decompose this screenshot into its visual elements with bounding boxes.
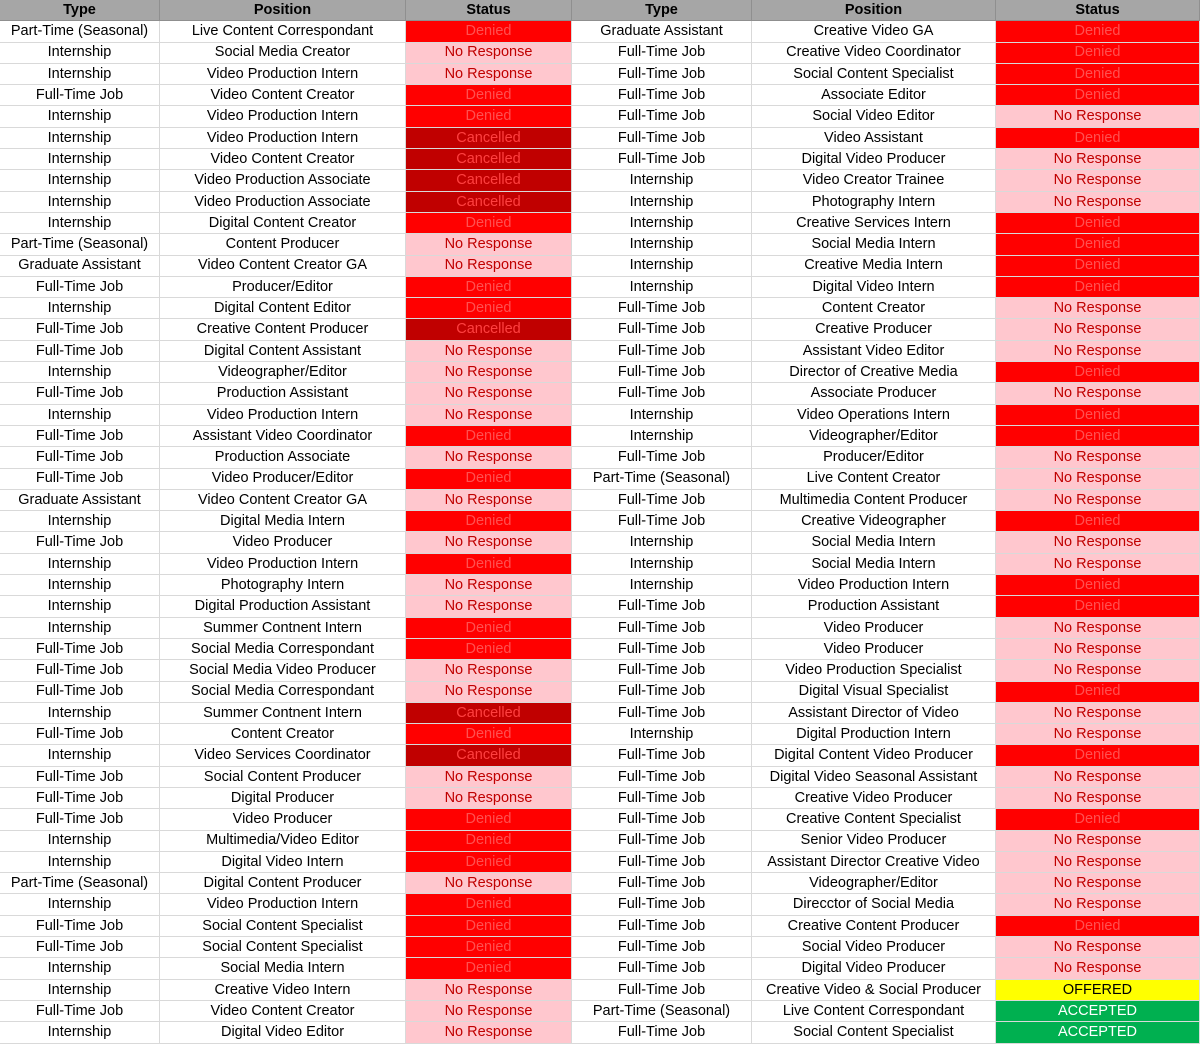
cell-status-right[interactable]: Denied: [996, 426, 1200, 447]
cell-position-right[interactable]: Assistant Video Editor: [752, 341, 996, 362]
cell-status-left[interactable]: No Response: [406, 256, 572, 277]
cell-type-left[interactable]: Internship: [0, 596, 160, 617]
cell-type-right[interactable]: Internship: [572, 213, 752, 234]
cell-status-right[interactable]: Denied: [996, 234, 1200, 255]
cell-type-right[interactable]: Full-Time Job: [572, 809, 752, 830]
cell-type-right[interactable]: Internship: [572, 575, 752, 596]
cell-status-right[interactable]: No Response: [996, 298, 1200, 319]
cell-position-left[interactable]: Video Content Creator: [160, 149, 406, 170]
cell-position-right[interactable]: Video Operations Intern: [752, 405, 996, 426]
cell-position-right[interactable]: Director of Creative Media: [752, 362, 996, 383]
cell-position-left[interactable]: Digital Video Intern: [160, 852, 406, 873]
cell-position-left[interactable]: Creative Content Producer: [160, 319, 406, 340]
cell-type-left[interactable]: Full-Time Job: [0, 85, 160, 106]
header-status-right[interactable]: Status: [996, 0, 1200, 21]
cell-position-left[interactable]: Social Media Video Producer: [160, 660, 406, 681]
cell-type-left[interactable]: Full-Time Job: [0, 426, 160, 447]
cell-position-left[interactable]: Video Producer: [160, 809, 406, 830]
cell-position-right[interactable]: Social Media Intern: [752, 532, 996, 553]
cell-type-left[interactable]: Full-Time Job: [0, 639, 160, 660]
cell-type-right[interactable]: Full-Time Job: [572, 618, 752, 639]
cell-position-left[interactable]: Live Content Correspondant: [160, 21, 406, 42]
cell-position-left[interactable]: Photography Intern: [160, 575, 406, 596]
cell-type-left[interactable]: Internship: [0, 745, 160, 766]
cell-position-right[interactable]: Content Creator: [752, 298, 996, 319]
cell-status-right[interactable]: Denied: [996, 21, 1200, 42]
cell-type-left[interactable]: Part-Time (Seasonal): [0, 873, 160, 894]
cell-status-right[interactable]: No Response: [996, 106, 1200, 127]
cell-position-right[interactable]: Creative Producer: [752, 319, 996, 340]
cell-status-right[interactable]: No Response: [996, 894, 1200, 915]
cell-status-left[interactable]: Denied: [406, 213, 572, 234]
cell-type-left[interactable]: Internship: [0, 170, 160, 191]
cell-type-right[interactable]: Full-Time Job: [572, 341, 752, 362]
cell-type-right[interactable]: Internship: [572, 405, 752, 426]
cell-type-left[interactable]: Internship: [0, 618, 160, 639]
cell-type-right[interactable]: Graduate Assistant: [572, 21, 752, 42]
cell-position-right[interactable]: Digital Production Intern: [752, 724, 996, 745]
cell-status-left[interactable]: Denied: [406, 831, 572, 852]
cell-status-right[interactable]: No Response: [996, 703, 1200, 724]
cell-type-left[interactable]: Full-Time Job: [0, 660, 160, 681]
cell-position-left[interactable]: Video Services Coordinator: [160, 745, 406, 766]
cell-status-left[interactable]: Denied: [406, 511, 572, 532]
cell-status-right[interactable]: No Response: [996, 192, 1200, 213]
cell-type-right[interactable]: Internship: [572, 277, 752, 298]
cell-status-right[interactable]: No Response: [996, 149, 1200, 170]
cell-position-left[interactable]: Producer/Editor: [160, 277, 406, 298]
cell-status-left[interactable]: Cancelled: [406, 745, 572, 766]
cell-type-left[interactable]: Internship: [0, 213, 160, 234]
cell-type-right[interactable]: Internship: [572, 724, 752, 745]
cell-type-right[interactable]: Full-Time Job: [572, 106, 752, 127]
cell-type-right[interactable]: Full-Time Job: [572, 894, 752, 915]
cell-status-left[interactable]: No Response: [406, 234, 572, 255]
cell-status-right[interactable]: Denied: [996, 256, 1200, 277]
cell-status-left[interactable]: Denied: [406, 469, 572, 490]
cell-status-right[interactable]: Denied: [996, 511, 1200, 532]
cell-type-left[interactable]: Internship: [0, 149, 160, 170]
cell-position-right[interactable]: Social Media Intern: [752, 234, 996, 255]
cell-position-right[interactable]: Creative Content Producer: [752, 916, 996, 937]
cell-status-left[interactable]: Denied: [406, 937, 572, 958]
cell-position-left[interactable]: Video Content Creator GA: [160, 490, 406, 511]
cell-position-right[interactable]: Associate Producer: [752, 383, 996, 404]
cell-position-left[interactable]: Video Production Associate: [160, 170, 406, 191]
cell-type-right[interactable]: Full-Time Job: [572, 916, 752, 937]
cell-type-right[interactable]: Full-Time Job: [572, 447, 752, 468]
cell-position-left[interactable]: Multimedia/Video Editor: [160, 831, 406, 852]
cell-position-left[interactable]: Assistant Video Coordinator: [160, 426, 406, 447]
cell-type-left[interactable]: Internship: [0, 192, 160, 213]
cell-type-right[interactable]: Full-Time Job: [572, 298, 752, 319]
cell-status-right[interactable]: Denied: [996, 682, 1200, 703]
cell-status-right[interactable]: No Response: [996, 831, 1200, 852]
cell-type-right[interactable]: Internship: [572, 554, 752, 575]
cell-status-right[interactable]: Denied: [996, 43, 1200, 64]
cell-status-left[interactable]: No Response: [406, 980, 572, 1001]
cell-status-right[interactable]: No Response: [996, 490, 1200, 511]
cell-position-left[interactable]: Video Producer/Editor: [160, 469, 406, 490]
cell-status-left[interactable]: Cancelled: [406, 192, 572, 213]
cell-status-right[interactable]: No Response: [996, 469, 1200, 490]
cell-type-left[interactable]: Full-Time Job: [0, 809, 160, 830]
cell-position-left[interactable]: Social Content Specialist: [160, 937, 406, 958]
cell-position-left[interactable]: Digital Media Intern: [160, 511, 406, 532]
cell-position-right[interactable]: Digital Video Intern: [752, 277, 996, 298]
cell-position-left[interactable]: Social Media Creator: [160, 43, 406, 64]
cell-type-left[interactable]: Full-Time Job: [0, 341, 160, 362]
cell-type-right[interactable]: Full-Time Job: [572, 767, 752, 788]
cell-type-left[interactable]: Full-Time Job: [0, 724, 160, 745]
cell-type-left[interactable]: Internship: [0, 852, 160, 873]
header-position-left[interactable]: Position: [160, 0, 406, 21]
cell-status-right[interactable]: Denied: [996, 213, 1200, 234]
cell-type-left[interactable]: Internship: [0, 980, 160, 1001]
cell-position-left[interactable]: Video Production Intern: [160, 128, 406, 149]
cell-type-left[interactable]: Full-Time Job: [0, 937, 160, 958]
cell-type-left[interactable]: Part-Time (Seasonal): [0, 21, 160, 42]
cell-type-right[interactable]: Full-Time Job: [572, 873, 752, 894]
cell-type-right[interactable]: Internship: [572, 192, 752, 213]
cell-status-right[interactable]: ACCEPTED: [996, 1001, 1200, 1022]
cell-status-right[interactable]: Denied: [996, 575, 1200, 596]
cell-position-left[interactable]: Video Content Creator: [160, 85, 406, 106]
cell-status-left[interactable]: No Response: [406, 383, 572, 404]
cell-type-right[interactable]: Full-Time Job: [572, 319, 752, 340]
cell-status-left[interactable]: No Response: [406, 596, 572, 617]
cell-type-right[interactable]: Full-Time Job: [572, 383, 752, 404]
cell-position-left[interactable]: Video Production Associate: [160, 192, 406, 213]
cell-status-left[interactable]: No Response: [406, 447, 572, 468]
cell-position-left[interactable]: Video Content Creator GA: [160, 256, 406, 277]
cell-position-left[interactable]: Production Associate: [160, 447, 406, 468]
cell-type-right[interactable]: Full-Time Job: [572, 980, 752, 1001]
cell-status-left[interactable]: No Response: [406, 873, 572, 894]
cell-type-right[interactable]: Part-Time (Seasonal): [572, 1001, 752, 1022]
cell-type-right[interactable]: Full-Time Job: [572, 660, 752, 681]
cell-position-right[interactable]: Social Content Specialist: [752, 64, 996, 85]
cell-type-right[interactable]: Internship: [572, 234, 752, 255]
cell-status-left[interactable]: No Response: [406, 341, 572, 362]
cell-status-left[interactable]: Denied: [406, 852, 572, 873]
cell-status-right[interactable]: No Response: [996, 767, 1200, 788]
cell-status-left[interactable]: No Response: [406, 64, 572, 85]
cell-position-left[interactable]: Summer Contnent Intern: [160, 618, 406, 639]
cell-status-left[interactable]: Denied: [406, 277, 572, 298]
cell-position-left[interactable]: Content Producer: [160, 234, 406, 255]
cell-status-left[interactable]: Cancelled: [406, 149, 572, 170]
cell-status-left[interactable]: No Response: [406, 1022, 572, 1043]
cell-type-left[interactable]: Part-Time (Seasonal): [0, 234, 160, 255]
cell-position-left[interactable]: Digital Content Assistant: [160, 341, 406, 362]
cell-position-right[interactable]: Video Production Specialist: [752, 660, 996, 681]
cell-type-right[interactable]: Full-Time Job: [572, 128, 752, 149]
cell-position-right[interactable]: Creative Video Producer: [752, 788, 996, 809]
cell-type-right[interactable]: Full-Time Job: [572, 149, 752, 170]
cell-type-left[interactable]: Full-Time Job: [0, 682, 160, 703]
cell-type-left[interactable]: Full-Time Job: [0, 447, 160, 468]
cell-position-right[interactable]: Social Media Intern: [752, 554, 996, 575]
cell-position-right[interactable]: Video Production Intern: [752, 575, 996, 596]
cell-position-left[interactable]: Digital Content Producer: [160, 873, 406, 894]
cell-type-left[interactable]: Internship: [0, 298, 160, 319]
cell-status-left[interactable]: Denied: [406, 85, 572, 106]
cell-status-right[interactable]: No Response: [996, 660, 1200, 681]
cell-status-left[interactable]: No Response: [406, 405, 572, 426]
cell-position-left[interactable]: Video Production Intern: [160, 894, 406, 915]
cell-position-left[interactable]: Content Creator: [160, 724, 406, 745]
cell-status-left[interactable]: Cancelled: [406, 703, 572, 724]
cell-position-left[interactable]: Video Production Intern: [160, 554, 406, 575]
cell-type-left[interactable]: Internship: [0, 958, 160, 979]
cell-position-right[interactable]: Multimedia Content Producer: [752, 490, 996, 511]
cell-status-right[interactable]: Denied: [996, 745, 1200, 766]
cell-type-right[interactable]: Full-Time Job: [572, 639, 752, 660]
cell-status-right[interactable]: No Response: [996, 937, 1200, 958]
cell-status-right[interactable]: No Response: [996, 639, 1200, 660]
header-type-left[interactable]: Type: [0, 0, 160, 21]
cell-type-left[interactable]: Internship: [0, 703, 160, 724]
cell-position-left[interactable]: Video Production Intern: [160, 106, 406, 127]
cell-type-left[interactable]: Full-Time Job: [0, 383, 160, 404]
cell-position-right[interactable]: Creative Services Intern: [752, 213, 996, 234]
header-type-right[interactable]: Type: [572, 0, 752, 21]
cell-status-left[interactable]: No Response: [406, 575, 572, 596]
cell-type-right[interactable]: Full-Time Job: [572, 43, 752, 64]
cell-position-left[interactable]: Digital Production Assistant: [160, 596, 406, 617]
cell-type-right[interactable]: Full-Time Job: [572, 64, 752, 85]
cell-position-left[interactable]: Digital Content Editor: [160, 298, 406, 319]
cell-status-right[interactable]: No Response: [996, 341, 1200, 362]
cell-status-right[interactable]: Denied: [996, 916, 1200, 937]
cell-position-left[interactable]: Video Content Creator: [160, 1001, 406, 1022]
cell-status-right[interactable]: No Response: [996, 447, 1200, 468]
cell-type-left[interactable]: Full-Time Job: [0, 1001, 160, 1022]
cell-type-left[interactable]: Internship: [0, 128, 160, 149]
cell-position-right[interactable]: Social Content Specialist: [752, 1022, 996, 1043]
cell-position-left[interactable]: Production Assistant: [160, 383, 406, 404]
cell-position-left[interactable]: Video Producer: [160, 532, 406, 553]
cell-type-right[interactable]: Full-Time Job: [572, 362, 752, 383]
cell-position-right[interactable]: Live Content Correspondant: [752, 1001, 996, 1022]
cell-position-left[interactable]: Social Media Correspondant: [160, 639, 406, 660]
cell-status-right[interactable]: No Response: [996, 319, 1200, 340]
cell-position-right[interactable]: Video Creator Trainee: [752, 170, 996, 191]
cell-type-right[interactable]: Full-Time Job: [572, 1022, 752, 1043]
cell-position-right[interactable]: Creative Media Intern: [752, 256, 996, 277]
cell-type-left[interactable]: Internship: [0, 64, 160, 85]
cell-type-left[interactable]: Internship: [0, 554, 160, 575]
cell-status-right[interactable]: No Response: [996, 873, 1200, 894]
cell-position-left[interactable]: Summer Contnent Intern: [160, 703, 406, 724]
cell-position-right[interactable]: Assistant Director of Video: [752, 703, 996, 724]
cell-type-left[interactable]: Full-Time Job: [0, 469, 160, 490]
cell-type-left[interactable]: Graduate Assistant: [0, 256, 160, 277]
cell-position-left[interactable]: Digital Video Editor: [160, 1022, 406, 1043]
cell-status-right[interactable]: No Response: [996, 618, 1200, 639]
cell-position-right[interactable]: Creative Video Coordinator: [752, 43, 996, 64]
cell-status-left[interactable]: Denied: [406, 21, 572, 42]
cell-type-left[interactable]: Internship: [0, 575, 160, 596]
cell-type-right[interactable]: Internship: [572, 532, 752, 553]
cell-status-left[interactable]: Denied: [406, 426, 572, 447]
cell-position-left[interactable]: Digital Producer: [160, 788, 406, 809]
cell-status-right[interactable]: Denied: [996, 362, 1200, 383]
cell-position-left[interactable]: Videographer/Editor: [160, 362, 406, 383]
cell-position-right[interactable]: Digital Content Video Producer: [752, 745, 996, 766]
cell-position-left[interactable]: Video Production Intern: [160, 405, 406, 426]
cell-position-right[interactable]: Production Assistant: [752, 596, 996, 617]
cell-status-left[interactable]: No Response: [406, 660, 572, 681]
cell-type-left[interactable]: Internship: [0, 894, 160, 915]
cell-type-left[interactable]: Internship: [0, 1022, 160, 1043]
cell-type-right[interactable]: Full-Time Job: [572, 490, 752, 511]
cell-type-left[interactable]: Internship: [0, 106, 160, 127]
cell-position-left[interactable]: Social Media Correspondant: [160, 682, 406, 703]
cell-type-left[interactable]: Full-Time Job: [0, 788, 160, 809]
cell-type-right[interactable]: Internship: [572, 170, 752, 191]
cell-type-left[interactable]: Full-Time Job: [0, 277, 160, 298]
cell-type-right[interactable]: Full-Time Job: [572, 85, 752, 106]
cell-status-right[interactable]: OFFERED: [996, 980, 1200, 1001]
cell-type-left[interactable]: Internship: [0, 405, 160, 426]
cell-position-right[interactable]: Producer/Editor: [752, 447, 996, 468]
cell-position-left[interactable]: Digital Content Creator: [160, 213, 406, 234]
cell-status-right[interactable]: No Response: [996, 170, 1200, 191]
cell-position-right[interactable]: Social Video Producer: [752, 937, 996, 958]
cell-type-right[interactable]: Full-Time Job: [572, 745, 752, 766]
cell-type-right[interactable]: Internship: [572, 426, 752, 447]
cell-status-left[interactable]: Denied: [406, 639, 572, 660]
cell-position-right[interactable]: Video Assistant: [752, 128, 996, 149]
cell-status-left[interactable]: Denied: [406, 894, 572, 915]
cell-status-right[interactable]: No Response: [996, 724, 1200, 745]
cell-status-left[interactable]: Denied: [406, 554, 572, 575]
cell-type-right[interactable]: Full-Time Job: [572, 511, 752, 532]
header-status-left[interactable]: Status: [406, 0, 572, 21]
cell-position-right[interactable]: Creative Video GA: [752, 21, 996, 42]
cell-status-left[interactable]: No Response: [406, 682, 572, 703]
cell-type-left[interactable]: Full-Time Job: [0, 532, 160, 553]
cell-type-left[interactable]: Internship: [0, 511, 160, 532]
cell-status-left[interactable]: No Response: [406, 490, 572, 511]
cell-position-right[interactable]: Digital Video Producer: [752, 958, 996, 979]
cell-type-right[interactable]: Full-Time Job: [572, 852, 752, 873]
cell-status-left[interactable]: Denied: [406, 916, 572, 937]
cell-status-left[interactable]: Cancelled: [406, 170, 572, 191]
cell-position-right[interactable]: Associate Editor: [752, 85, 996, 106]
cell-status-left[interactable]: No Response: [406, 788, 572, 809]
cell-status-right[interactable]: ACCEPTED: [996, 1022, 1200, 1043]
cell-position-left[interactable]: Social Content Specialist: [160, 916, 406, 937]
cell-status-right[interactable]: No Response: [996, 958, 1200, 979]
cell-position-right[interactable]: Videographer/Editor: [752, 426, 996, 447]
cell-position-left[interactable]: Creative Video Intern: [160, 980, 406, 1001]
cell-type-right[interactable]: Internship: [572, 256, 752, 277]
cell-status-right[interactable]: Denied: [996, 405, 1200, 426]
cell-status-left[interactable]: No Response: [406, 362, 572, 383]
cell-position-right[interactable]: Senior Video Producer: [752, 831, 996, 852]
cell-type-left[interactable]: Internship: [0, 362, 160, 383]
cell-position-left[interactable]: Social Content Producer: [160, 767, 406, 788]
cell-type-right[interactable]: Full-Time Job: [572, 958, 752, 979]
cell-position-right[interactable]: Photography Intern: [752, 192, 996, 213]
cell-status-left[interactable]: Cancelled: [406, 128, 572, 149]
cell-status-left[interactable]: No Response: [406, 767, 572, 788]
cell-position-right[interactable]: Direcctor of Social Media: [752, 894, 996, 915]
cell-position-right[interactable]: Digital Video Producer: [752, 149, 996, 170]
cell-position-right[interactable]: Live Content Creator: [752, 469, 996, 490]
cell-type-left[interactable]: Internship: [0, 43, 160, 64]
cell-status-left[interactable]: Denied: [406, 724, 572, 745]
header-position-right[interactable]: Position: [752, 0, 996, 21]
cell-position-right[interactable]: Videographer/Editor: [752, 873, 996, 894]
cell-position-right[interactable]: Creative Content Specialist: [752, 809, 996, 830]
cell-status-left[interactable]: Cancelled: [406, 319, 572, 340]
cell-status-left[interactable]: Denied: [406, 106, 572, 127]
cell-type-left[interactable]: Internship: [0, 831, 160, 852]
cell-status-right[interactable]: No Response: [996, 852, 1200, 873]
cell-type-right[interactable]: Full-Time Job: [572, 788, 752, 809]
cell-position-right[interactable]: Digital Visual Specialist: [752, 682, 996, 703]
cell-type-left[interactable]: Full-Time Job: [0, 767, 160, 788]
cell-status-left[interactable]: No Response: [406, 532, 572, 553]
cell-position-left[interactable]: Social Media Intern: [160, 958, 406, 979]
cell-status-left[interactable]: Denied: [406, 809, 572, 830]
cell-type-right[interactable]: Part-Time (Seasonal): [572, 469, 752, 490]
cell-status-right[interactable]: No Response: [996, 532, 1200, 553]
cell-position-right[interactable]: Video Producer: [752, 639, 996, 660]
cell-type-right[interactable]: Full-Time Job: [572, 937, 752, 958]
cell-status-right[interactable]: Denied: [996, 128, 1200, 149]
cell-status-left[interactable]: Denied: [406, 298, 572, 319]
cell-status-right[interactable]: No Response: [996, 554, 1200, 575]
cell-position-right[interactable]: Video Producer: [752, 618, 996, 639]
cell-status-right[interactable]: Denied: [996, 596, 1200, 617]
cell-position-right[interactable]: Social Video Editor: [752, 106, 996, 127]
cell-status-right[interactable]: Denied: [996, 809, 1200, 830]
cell-position-right[interactable]: Assistant Director Creative Video: [752, 852, 996, 873]
cell-type-right[interactable]: Full-Time Job: [572, 703, 752, 724]
cell-status-left[interactable]: No Response: [406, 43, 572, 64]
cell-status-right[interactable]: Denied: [996, 277, 1200, 298]
cell-status-right[interactable]: Denied: [996, 64, 1200, 85]
cell-status-right[interactable]: Denied: [996, 85, 1200, 106]
cell-status-right[interactable]: No Response: [996, 788, 1200, 809]
cell-status-left[interactable]: Denied: [406, 958, 572, 979]
cell-position-right[interactable]: Digital Video Seasonal Assistant: [752, 767, 996, 788]
cell-type-right[interactable]: Full-Time Job: [572, 682, 752, 703]
cell-status-right[interactable]: No Response: [996, 383, 1200, 404]
cell-type-left[interactable]: Full-Time Job: [0, 916, 160, 937]
cell-type-right[interactable]: Full-Time Job: [572, 596, 752, 617]
cell-position-right[interactable]: Creative Videographer: [752, 511, 996, 532]
cell-position-left[interactable]: Video Production Intern: [160, 64, 406, 85]
cell-position-right[interactable]: Creative Video & Social Producer: [752, 980, 996, 1001]
cell-status-left[interactable]: No Response: [406, 1001, 572, 1022]
cell-status-left[interactable]: Denied: [406, 618, 572, 639]
cell-type-left[interactable]: Full-Time Job: [0, 319, 160, 340]
cell-type-left[interactable]: Graduate Assistant: [0, 490, 160, 511]
cell-type-right[interactable]: Full-Time Job: [572, 831, 752, 852]
